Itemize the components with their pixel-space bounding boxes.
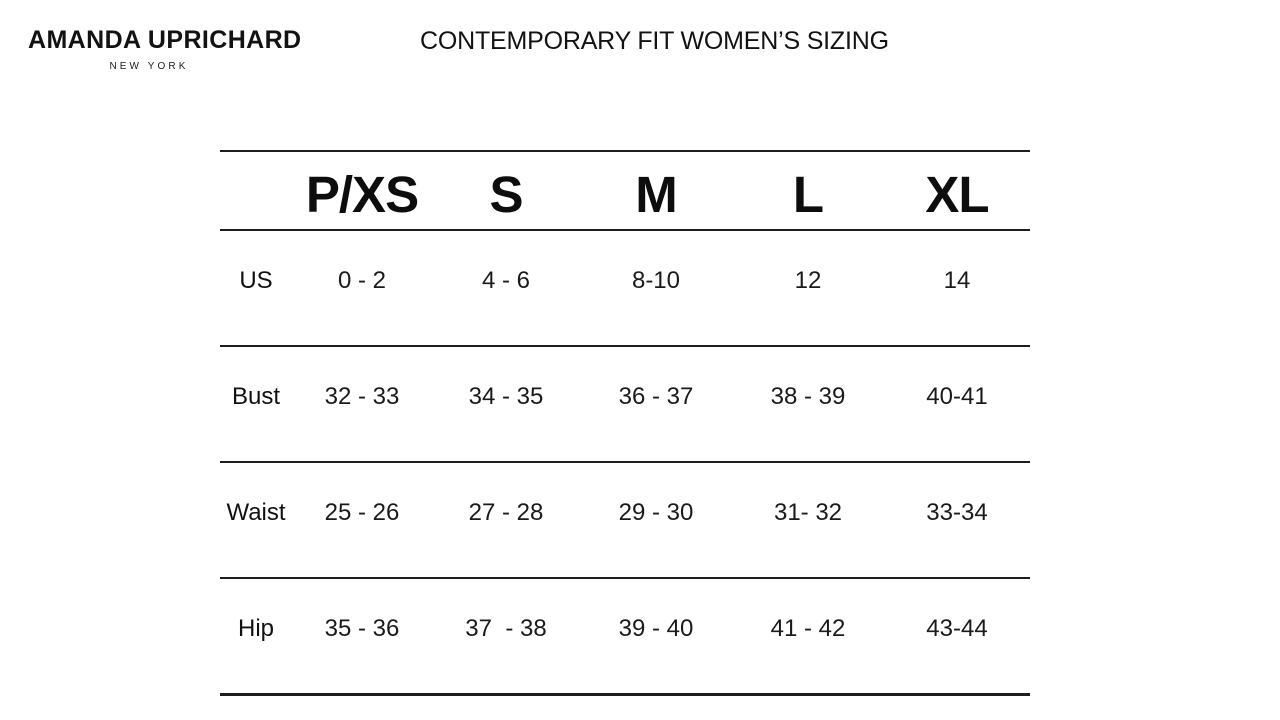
- table-cell-waist-pxs: 25 - 26: [324, 499, 400, 526]
- table-cell-us-m: 8-10: [631, 267, 681, 294]
- row-label-us: US: [239, 267, 273, 294]
- table-cell-bust-s: 34 - 35: [468, 383, 544, 410]
- table-cell-hip-pxs: 35 - 36: [324, 615, 400, 642]
- row-label-waist: Waist: [226, 499, 286, 526]
- table-cell-bust-pxs: 32 - 33: [324, 383, 400, 410]
- table-cell-hip-s: 37 - 38: [465, 615, 547, 642]
- sizing-table: [220, 150, 1030, 696]
- header-cell-pxs: P/XS: [305, 166, 419, 223]
- row-label-bust: Bust: [231, 383, 281, 410]
- header-cell-s: S: [489, 166, 523, 223]
- table-cell-bust-m: 36 - 37: [618, 383, 694, 410]
- brand-city: NEW YORK: [109, 61, 189, 72]
- table-cell-us-l: 12: [794, 267, 822, 294]
- table-row-bust: [220, 347, 1030, 463]
- table-cell-waist-s: 27 - 28: [468, 499, 544, 526]
- table-cell-waist-xl: 33-34: [926, 499, 988, 526]
- table-cell-us-xl: 14: [943, 267, 971, 294]
- brand-logo: [28, 26, 302, 72]
- header-cell-l: L: [792, 166, 824, 223]
- table-cell-us-s: 4 - 6: [481, 267, 531, 294]
- row-label-hip: Hip: [237, 615, 274, 642]
- table-row-us: [220, 231, 1030, 347]
- header-cell-m: M: [635, 166, 677, 223]
- brand-name: AMANDA UPRICHARD: [28, 26, 302, 54]
- page-title: CONTEMPORARY FIT WOMEN’S SIZING: [420, 27, 889, 55]
- table-cell-us-pxs: 0 - 2: [337, 267, 387, 294]
- table-cell-waist-m: 29 - 30: [618, 499, 694, 526]
- table-header-row: [220, 152, 1030, 231]
- table-cell-hip-m: 39 - 40: [618, 615, 694, 642]
- table-cell-hip-l: 41 - 42: [770, 615, 846, 642]
- table-row-hip: [220, 579, 1030, 696]
- header-cell-xl: XL: [925, 166, 989, 223]
- table-cell-bust-l: 38 - 39: [770, 383, 846, 410]
- table-cell-bust-xl: 40-41: [926, 383, 988, 410]
- table-cell-hip-xl: 43-44: [926, 615, 988, 642]
- table-row-waist: [220, 463, 1030, 579]
- table-cell-waist-l: 31- 32: [773, 499, 843, 526]
